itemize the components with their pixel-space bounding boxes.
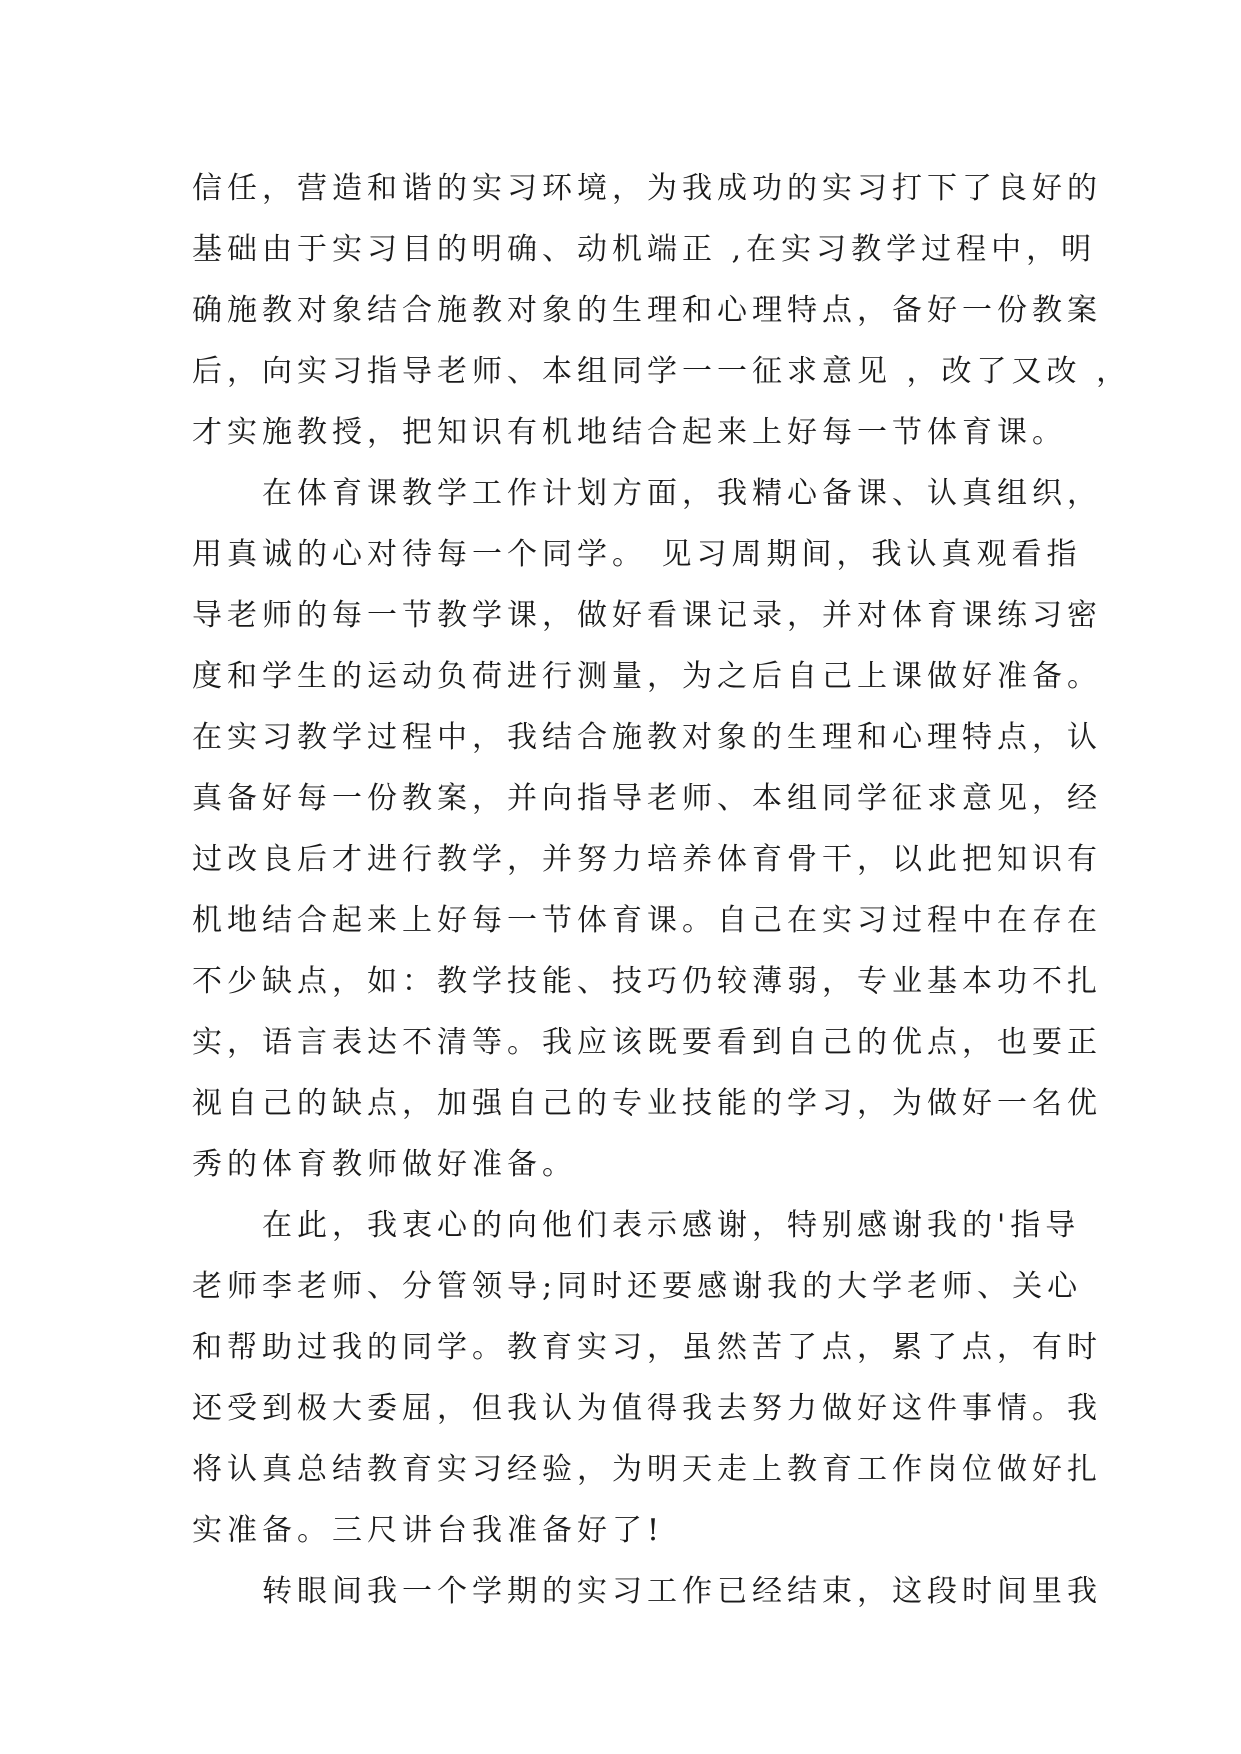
text-line: 将认真总结教育实习经验，为明天走上教育工作岗位做好扎 [192, 1452, 1102, 1487]
text-line: 实，语言表达不清等。我应该既要看到自己的优点，也要正 [192, 1025, 1102, 1060]
text-line: 在此，我衷心的向他们表示感谢，特别感谢我的'指导 [192, 1208, 1081, 1243]
text-line: 信任，营造和谐的实习环境，为我成功的实习打下了良好的 [192, 171, 1102, 206]
text-line: 后，向实习指导老师、本组同学一一征求意见 ，改了又改 ， [192, 354, 1132, 389]
text-line: 导老师的每一节教学课，做好看课记录，并对体育课练习密 [192, 598, 1102, 633]
text-line: 转眼间我一个学期的实习工作已经结束，这段时间里我 [192, 1574, 1102, 1609]
text-line: 秀的体育教师做好准备。 [192, 1147, 577, 1182]
text-line: 在实习教学过程中，我结合施教对象的生理和心理特点，认 [192, 720, 1102, 755]
text-line: 不少缺点，如：教学技能、技巧仍较薄弱，专业基本功不扎 [192, 964, 1102, 999]
text-line: 度和学生的运动负荷进行测量，为之后自己上课做好准备。 [192, 659, 1102, 694]
text-line: 和帮助过我的同学。教育实习，虽然苦了点，累了点，有时 [192, 1330, 1102, 1365]
text-line: 在体育课教学工作计划方面，我精心备课、认真组织， [192, 476, 1102, 511]
text-line: 实准备。三尺讲台我准备好了! [192, 1513, 665, 1548]
text-line: 真备好每一份教案，并向指导老师、本组同学征求意见，经 [192, 781, 1102, 816]
text-line: 用真诚的心对待每一个同学。 见习周期间，我认真观看指 [192, 537, 1082, 572]
text-line: 才实施教授，把知识有机地结合起来上好每一节体育课。 [192, 415, 1067, 450]
text-line: 基础由于实习目的明确、动机端正 ,在实习教学过程中，明 [192, 232, 1097, 267]
text-line: 视自己的缺点，加强自己的专业技能的学习，为做好一名优 [192, 1086, 1102, 1121]
text-line: 还受到极大委屈，但我认为值得我去努力做好这件事情。我 [192, 1391, 1102, 1426]
body-text [192, 158, 1132, 1622]
text-line: 过改良后才进行教学，并努力培养体育骨干，以此把知识有 [192, 842, 1102, 877]
text-line: 确施教对象结合施教对象的生理和心理特点，备好一份教案 [192, 293, 1102, 328]
text-line: 机地结合起来上好每一节体育课。自己在实习过程中在存在 [192, 903, 1102, 938]
text-line: 老师李老师、分管领导;同时还要感谢我的大学老师、关心 [192, 1269, 1083, 1304]
